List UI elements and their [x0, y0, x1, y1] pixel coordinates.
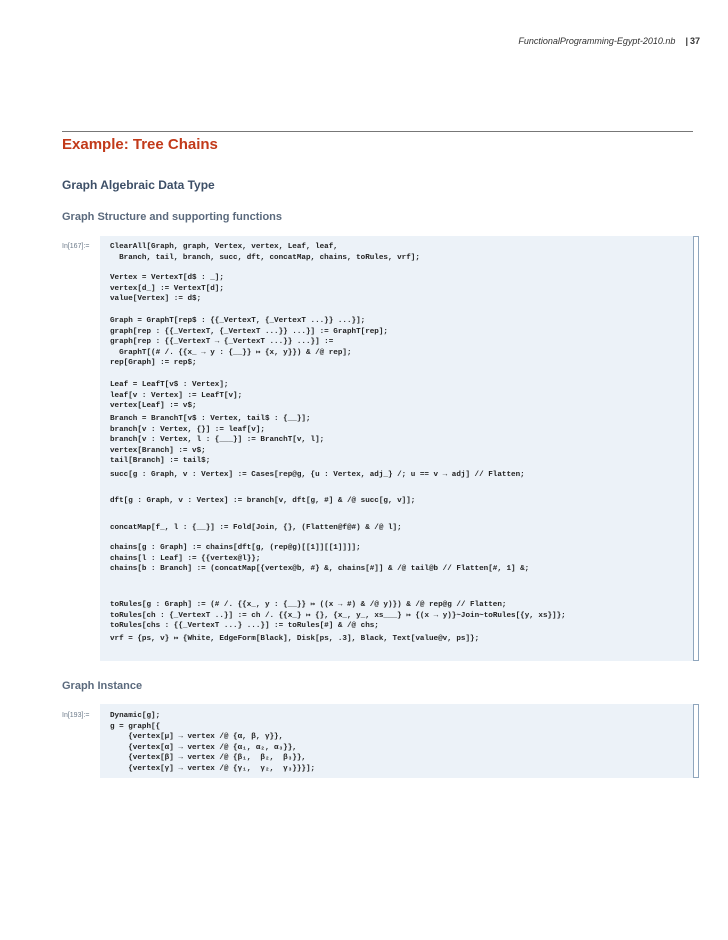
page-number: 37: [689, 36, 700, 46]
input-label-2: In[193]:=: [62, 712, 90, 719]
code-group[interactable]: Leaf = LeafT[v$ : Vertex]; leaf[v : Vertex] := LeafT[v]; vertex[Leaf] := v$;: [110, 381, 243, 411]
code-cell-1[interactable]: [100, 236, 694, 661]
header-separator: |: [685, 36, 688, 46]
code-group[interactable]: succ[g : Graph, v : Vertex] := Cases[rep@g, {u : Vertex, adj_} /; u == v → adj] // Flatten;: [110, 471, 525, 479]
code-group[interactable]: chains[g : Graph] := chains[dft[g, (rep@g)[[1]][[1]]]]; chains[l : Leaf] := {{vertex@l}}; chains[b : Branch] := (concatMap[{vertex@b, #} &, chains[#]] & /@ tail@b // Flatten[#, 1] &;: [110, 544, 530, 574]
page-header: [60, 36, 700, 46]
subsection-title: Graph Algebraic Data Type: [62, 178, 215, 192]
code-group[interactable]: Branch = BranchT[v$ : Vertex, tail$ : {__}]; branch[v : Vertex, {}] := leaf[v]; branch[v : Vertex, l : {___}] := BranchT[v, l]; vertex[Branch] := v$; tail[Branch] := tail$;: [110, 415, 325, 466]
code-group[interactable]: dft[g : Graph, v : Vertex] := branch[v, dft[g, #] & /@ succ[g, v]];: [110, 497, 416, 505]
notebook-filename: FunctionalProgramming-Egypt-2010.nb: [518, 36, 676, 46]
code-group[interactable]: vrf = {ps, v} ↦ {White, EdgeForm[Black], Disk[ps, .3], Black, Text[value@v, ps]};: [110, 635, 480, 643]
subsubsection-title: Graph Structure and supporting functions: [62, 211, 282, 223]
cell-bracket[interactable]: [694, 704, 699, 778]
code-cell-2[interactable]: [100, 704, 694, 778]
code-group[interactable]: Dynamic[g]; g = graph[{ {vertex[μ] → vertex /@ {α, β, γ}}, {vertex[α] → vertex /@ {α₁, α₂, α₃}}, {vertex[β] → vertex /@ {β₁, β₂, β₃}}, {vertex[γ] → vertex /@ {γ₁, γ₂, γ₃}}}];: [110, 712, 316, 773]
section-rule: [62, 131, 693, 132]
cell-bracket[interactable]: [694, 236, 699, 661]
instance-title: Graph Instance: [62, 680, 143, 692]
code-group[interactable]: Vertex = VertexT[d$ : _]; vertex[d_] := VertexT[d]; value[Vertex] := d$;: [110, 274, 224, 304]
code-group[interactable]: toRules[g : Graph] := (# /. {{x_, y : {__}} ↦ ((x → #) & /@ y)}) & /@ rep@g // Flatten; toRules[ch : {_VertexT ..}] := ch /. {{x_} ↦ {}, {x_, y_, xs___} ↦ {(x → y)}~Join~toRules[{y, xs}]}; toRules[chs : {{_VertexT ...} ...}] := toRules[#] & /@ chs;: [110, 601, 566, 631]
code-group[interactable]: Graph = GraphT[rep$ : {{_VertexT, {_VertexT ...}} ...}]; graph[rep : {{_VertexT, {_VertexT ...}} ...}] := GraphT[rep]; graph[rep : {{_VertexT → {_VertexT ...}} ...}] := GraphT[(# /. {{x_ → y : {__}} ↦ {x, y}}) & /@ rep]; rep[Graph] := rep$;: [110, 317, 388, 368]
code-group[interactable]: concatMap[f_, l : {__}] := Fold[Join, {}, (Flatten@f@#) & /@ l];: [110, 524, 402, 532]
code-group[interactable]: ClearAll[Graph, graph, Vertex, vertex, Leaf, leaf, Branch, tail, branch, succ, dft, concatMap, chains, toRules, vrf];: [110, 243, 420, 262]
input-label-1: In[167]:=: [62, 243, 90, 250]
section-title: Example: Tree Chains: [62, 136, 218, 153]
